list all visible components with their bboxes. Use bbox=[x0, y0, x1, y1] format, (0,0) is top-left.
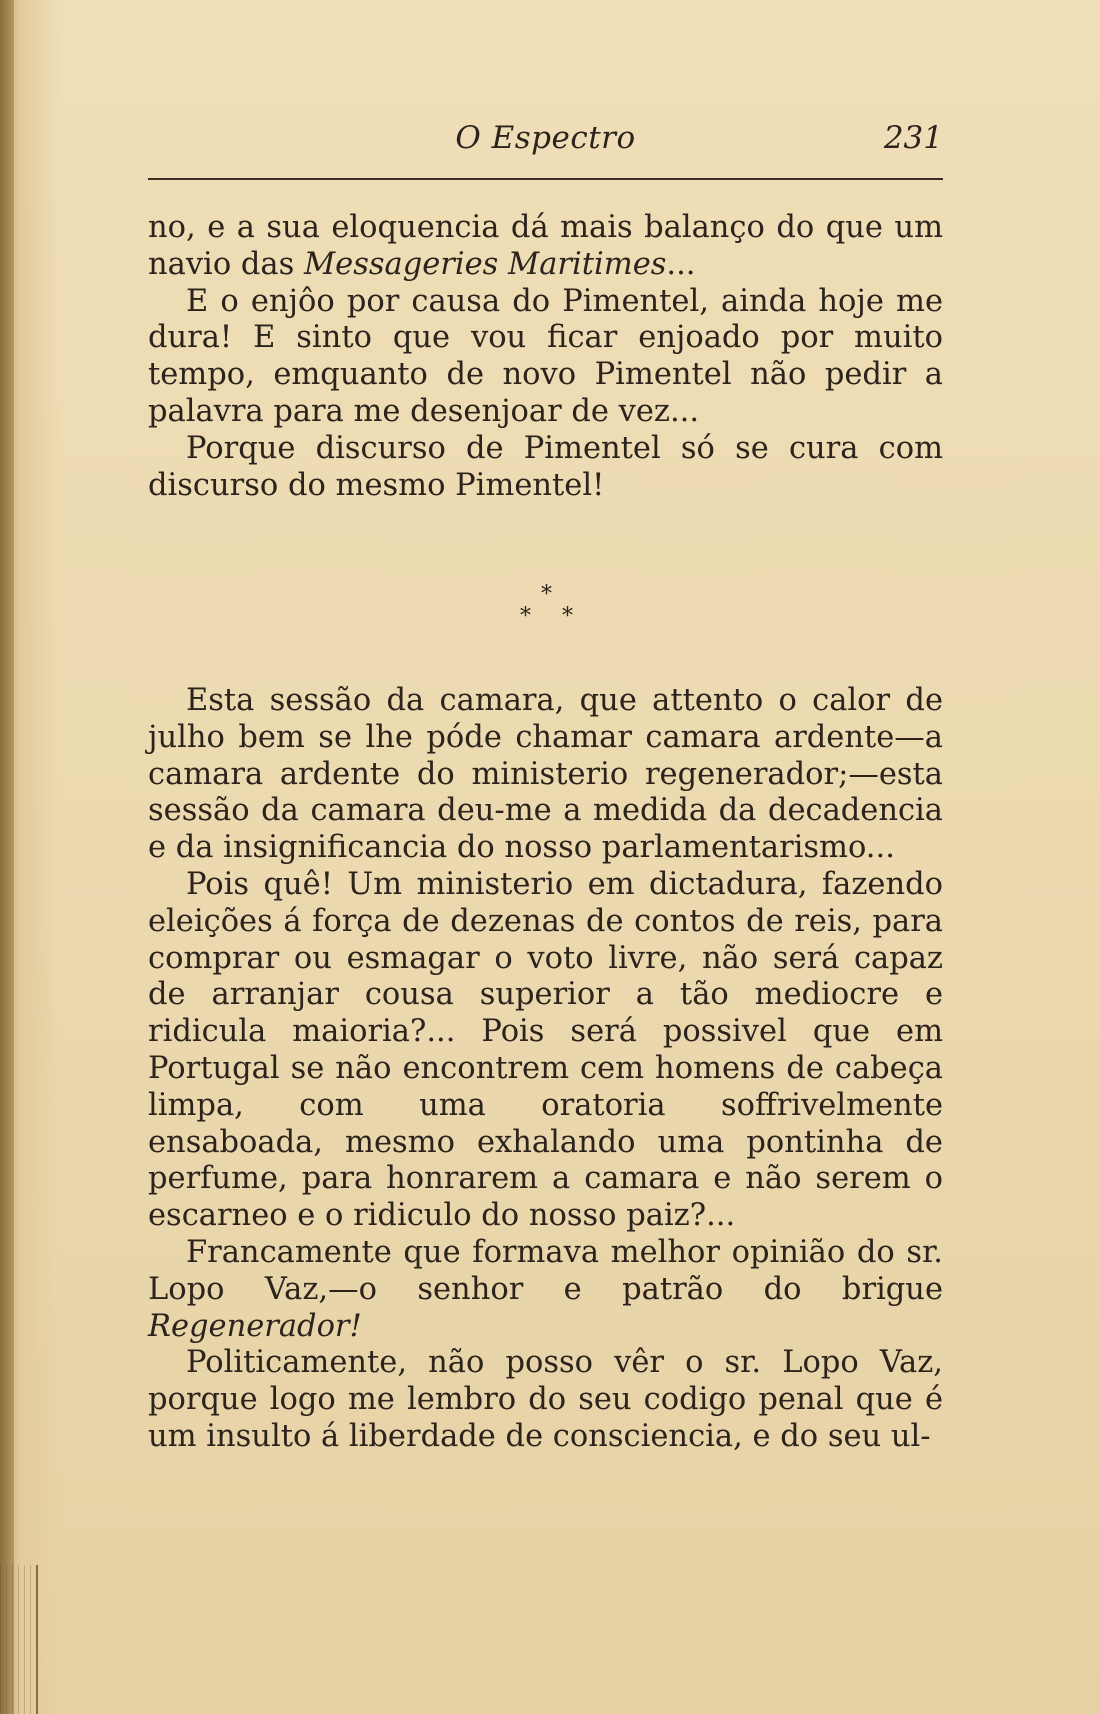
book-binding-edge bbox=[0, 1565, 38, 1714]
asterisk: * bbox=[562, 604, 573, 629]
italic-title: Messageries Maritimes bbox=[303, 246, 667, 282]
running-title: O Espectro bbox=[455, 120, 636, 156]
paragraph: Esta sessão da camara, que attento o calor de julho bem se lhe póde chamar camara ardente—a camara ardente do ministerio regenerador;—esta sessão da camara deu-me a medida da decadencia e da insignificancia do nosso parlamentarismo... bbox=[148, 683, 943, 866]
asterisk: * bbox=[541, 582, 552, 607]
paragraph bbox=[148, 210, 943, 284]
page-header bbox=[148, 120, 943, 160]
page-number: 231 bbox=[883, 120, 943, 156]
asterisk: * bbox=[520, 604, 531, 629]
paragraph bbox=[148, 1235, 943, 1345]
header-rule bbox=[148, 178, 943, 180]
text-span: Francamente que formava melhor opinião do sr. Lopo Vaz,—o senhor e patrão do brigue bbox=[148, 1234, 943, 1307]
text-block-2 bbox=[148, 683, 943, 1456]
paragraph: Politicamente, não posso vêr o sr. Lopo Vaz, porque logo me lembro do seu codigo penal que é um insulto á liberdade de consciencia, e do seu ul- bbox=[148, 1345, 943, 1454]
asterism-section-break bbox=[500, 582, 600, 632]
text-block-1 bbox=[148, 210, 943, 504]
paragraph: E o enjôo por causa do Pimentel, ainda hoje me dura! E sinto que vou ficar enjoado por muito tempo, emquanto de novo Pimentel não pedir a palavra para me desenjoar de vez... bbox=[148, 283, 943, 429]
book-spine-edge bbox=[0, 0, 14, 1714]
text-span: ... bbox=[666, 246, 696, 282]
text-span: no, e a sua eloquencia dá mais balanço do que um navio das bbox=[148, 210, 943, 282]
paragraph: Pois quê! Um ministerio em dictadura, fazendo eleições á força de dezenas de contos de reis, para comprar ou esmagar o voto livre, não será capaz de arranjar cousa superior a tão mediocre e ridicula maioria?... Pois será possivel que em Portugal se não encontrem cem homens de cabeça limpa, com uma oratoria soffrivelmente ensaboada, mesmo exhalando uma pontinha de perfume, para honrarem a camara e não serem o escarneo e o ridiculo do nosso paiz?... bbox=[148, 866, 943, 1234]
italic-ship-name: Regenerador! bbox=[148, 1308, 362, 1344]
paragraph: Porque discurso de Pimentel só se cura com discurso do mesmo Pimentel! bbox=[148, 430, 943, 503]
